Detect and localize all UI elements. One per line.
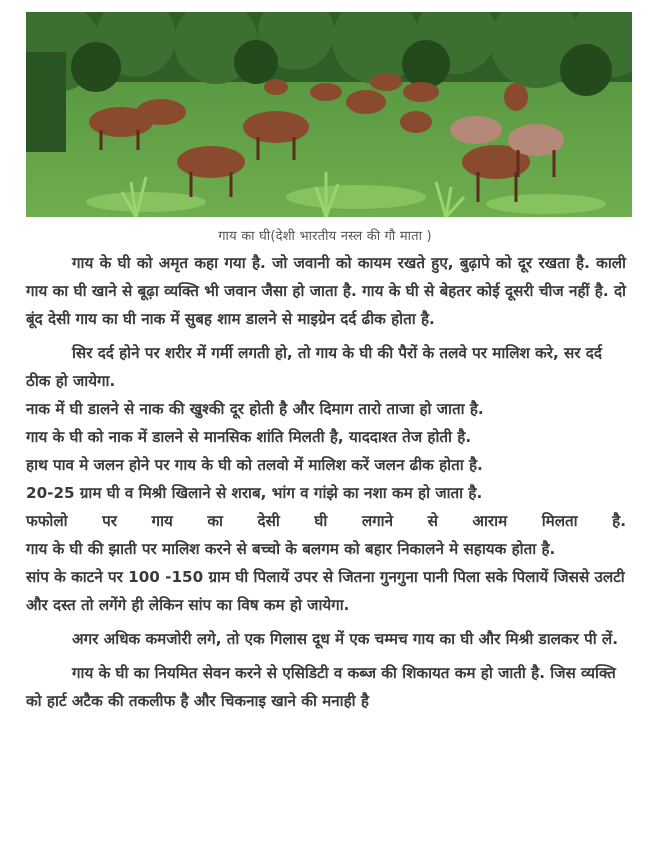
paragraph-5: हाथ पाव मे जलन होने पर गाय के घी को तलवो में मालिश करें जलन ढीक होता है. bbox=[26, 456, 483, 474]
paragraph-7: फफोलो पर गाय का देसी घी लगाने से आराम मिलता है. bbox=[26, 512, 626, 530]
paragraph-8: गाय के घी की झाती पर मालिश करने से बच्चो के बलगम को बहार निकालने मे सहायक होता है. bbox=[26, 540, 556, 558]
image-caption: गाय का घी(देशी भारतीय नस्ल की गौ माता ) bbox=[218, 229, 432, 244]
paragraph-3: नाक में घी डालने से नाक की खुश्की दूर होती है और दिमाग तारो ताजा हो जाता है. bbox=[26, 400, 484, 418]
paragraph-2: सिर दर्द होने पर शरीर में गर्मी लगती हो, तो गाय के घी की पैरों के तलवे पर मालिश करे, सर दर्द ठीक हो जायेगा. bbox=[26, 344, 602, 390]
paragraph-11: गाय के घी का नियमित सेवन करने से एसिडिटी व कब्ज की शिकायत कम हो जाती है. जिस व्यक्ति को हार्ट अटैक की तकलीफ है और चिकनाइ खाने की मनाही है bbox=[26, 664, 616, 710]
paragraph-6: 20-25 ग्राम घी व मिश्री खिलाने से शराब, भांग व गांझे का नशा कम हो जाता है. bbox=[26, 484, 483, 502]
paragraph-4: गाय के घी को नाक में डालने से मानसिक शांति मिलती है, याददाश्त तेज होती है. bbox=[26, 428, 472, 446]
paragraph-9: सांप के काटने पर 100 -150 ग्राम घी पिलायें उपर से जितना गुनगुना पानी पिला सके पिलायें जिससे उलटी और दस्त तो लगेंगे ही लेकिन सांप का विष कम हो जायेगा. bbox=[26, 568, 625, 614]
article-body bbox=[26, 249, 626, 715]
paragraph-1: गाय के घी को अमृत कहा गया है. जो जवानी को कायम रखते हुए, बुढ़ापे को दूर रखता है. काली गाय का घी खाने से बूढ़ा व्यक्ति भी जवान जैसा हो जाता है. गाय के घी से बेहतर कोई दूसरी चीज नहीं है. दो बूंद देसी गाय का घी नाक में सुबह शाम डालने से माइग्रेन दर्द ढीक होता है. bbox=[26, 254, 626, 328]
paragraph-10: अगर अधिक कमजोरी लगे, तो एक गिलास दूध में एक चम्मच गाय का घी और मिश्री डालकर पी लें. bbox=[72, 630, 618, 648]
cows-grazing-photo bbox=[26, 12, 632, 217]
